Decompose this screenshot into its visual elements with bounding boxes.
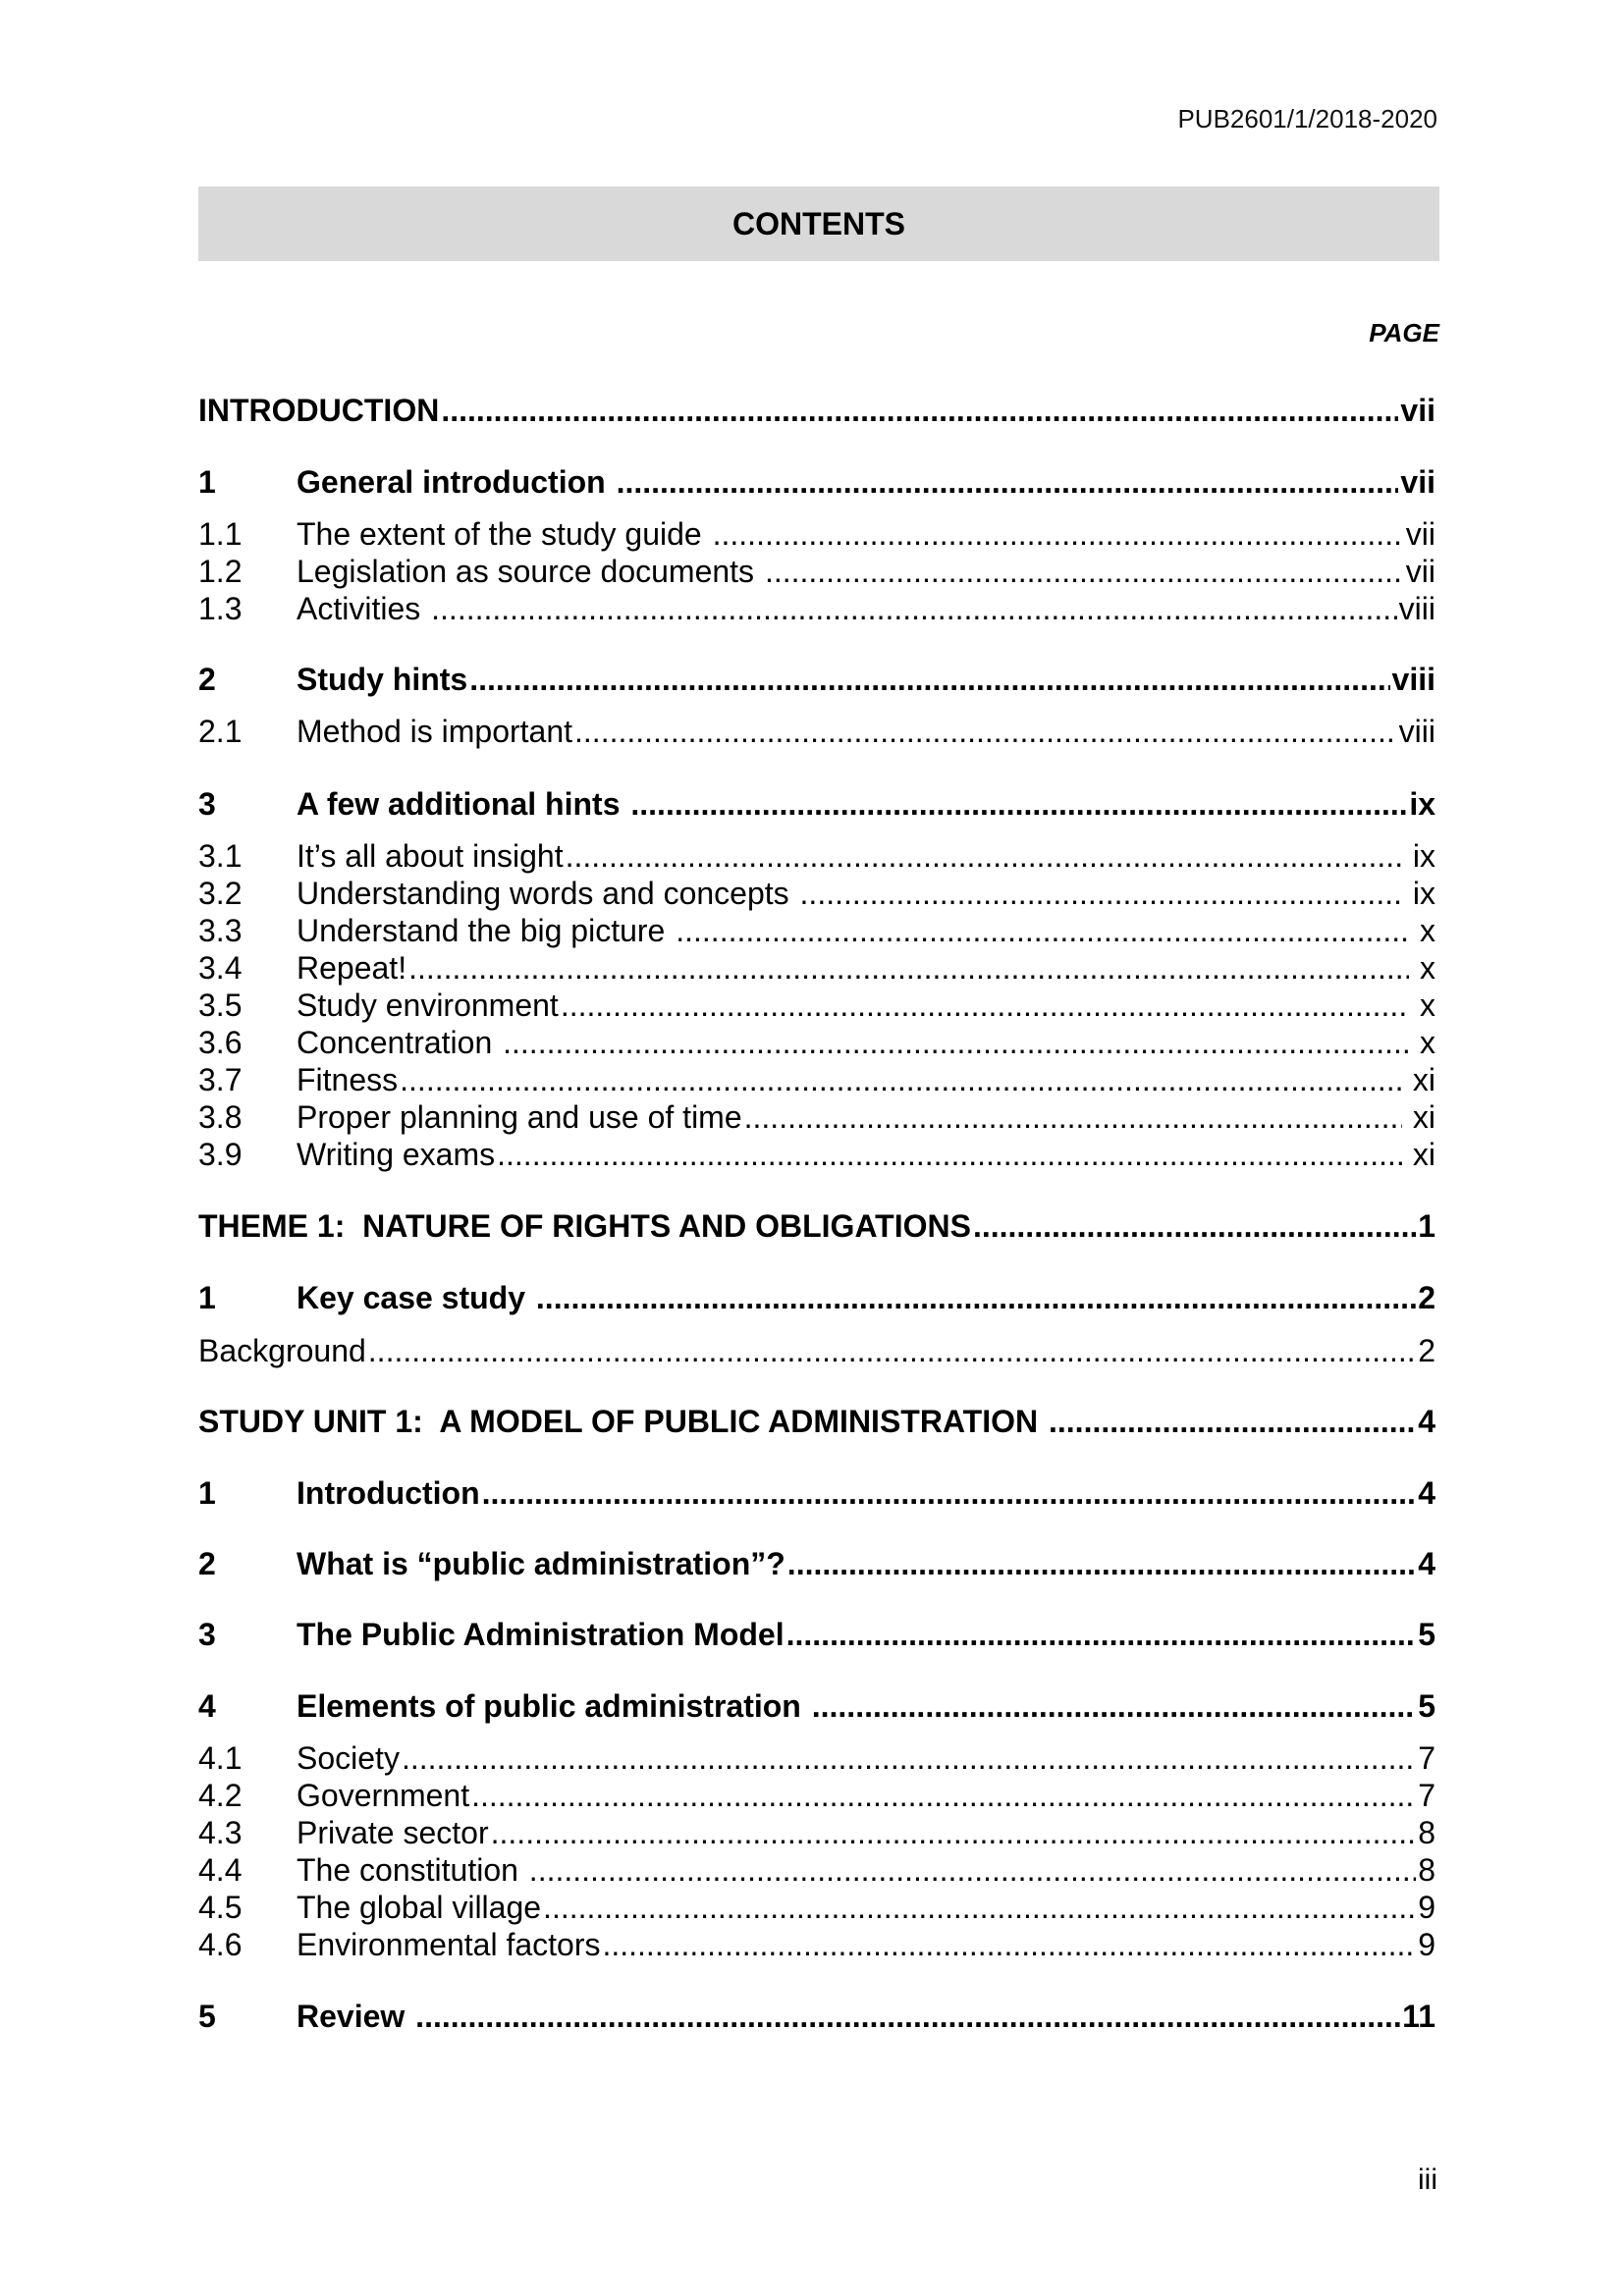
toc-entry-page: ix xyxy=(1404,838,1435,874)
page-column-label: PAGE xyxy=(1369,318,1439,347)
toc-entry-title: Fitness xyxy=(297,1062,399,1097)
toc-entry-number: 3.8 xyxy=(198,1099,243,1135)
toc-dot-leader xyxy=(491,1813,1417,1852)
toc-dot-leader xyxy=(786,1615,1417,1654)
toc-entry-page: 5 xyxy=(1418,1617,1435,1652)
toc-entry-number: 3.2 xyxy=(198,876,243,911)
toc-entry-title: It’s all about insight xyxy=(297,838,564,874)
contents-heading: CONTENTS xyxy=(198,187,1439,261)
toc-entry xyxy=(198,1776,1435,1815)
toc-dot-leader xyxy=(543,1888,1416,1927)
toc-entry-page: 8 xyxy=(1418,1815,1435,1850)
toc-entry-page: 8 xyxy=(1418,1852,1435,1888)
toc-entry-page: 7 xyxy=(1418,1778,1435,1813)
toc-entry-title: THEME 1: NATURE OF RIGHTS AND OBLIGATIONS xyxy=(198,1208,971,1244)
toc-entry xyxy=(198,514,1435,554)
toc-entry-page: 9 xyxy=(1418,1927,1435,1962)
toc-entry-number: 4.1 xyxy=(198,1740,243,1776)
toc-entry xyxy=(198,462,1435,502)
toc-entry-number: 3.9 xyxy=(198,1137,243,1172)
toc-entry-title: The extent of the study guide xyxy=(297,516,711,552)
toc-dot-leader xyxy=(561,986,1409,1025)
toc-dot-leader xyxy=(402,1738,1416,1778)
toc-dot-leader xyxy=(566,836,1402,876)
toc-entry-title: Concentration xyxy=(297,1025,502,1060)
toc-entry-page: 9 xyxy=(1418,1890,1435,1925)
toc-entry xyxy=(198,1925,1435,1964)
toc-entry-number: 3.7 xyxy=(198,1062,243,1097)
toc-entry xyxy=(198,1097,1435,1137)
toc-entry-title: The constitution xyxy=(297,1852,527,1888)
toc-entry-number: 1.2 xyxy=(198,554,243,589)
toc-entry-page: 7 xyxy=(1418,1740,1435,1776)
toc-entry xyxy=(198,1850,1435,1890)
toc-entry-page: 11 xyxy=(1402,1999,1435,2034)
toc-entry-title: Environmental factors xyxy=(297,1927,601,1962)
toc-entry-page: vii xyxy=(1405,516,1435,552)
toc-entry-number: 4.6 xyxy=(198,1927,243,1962)
toc-entry-title: General introduction xyxy=(297,464,615,500)
toc-dot-leader xyxy=(415,1997,1400,2036)
toc-entry xyxy=(198,1738,1435,1778)
toc-entry xyxy=(198,1060,1435,1099)
toc-entry-page: 2 xyxy=(1418,1280,1435,1315)
toc-dot-leader xyxy=(812,1686,1416,1726)
toc-entry-page: viii xyxy=(1398,714,1435,749)
toc-entry-page: viii xyxy=(1398,591,1435,626)
toc-entry xyxy=(198,784,1435,824)
toc-entry xyxy=(198,1997,1435,2036)
toc-entry-number: 1 xyxy=(198,1475,216,1511)
toc-dot-leader xyxy=(1049,1402,1416,1441)
toc-entry xyxy=(198,1473,1435,1513)
toc-entry-title: Understanding words and concepts xyxy=(297,876,798,911)
toc-entry-title: The Public Administration Model xyxy=(297,1617,785,1652)
toc-dot-leader xyxy=(408,948,1409,988)
toc-entry-page: xi xyxy=(1404,1137,1435,1172)
toc-entry-number: 2 xyxy=(198,1546,216,1581)
toc-entry-number: 3 xyxy=(198,1617,216,1652)
toc-entry-title: Background xyxy=(198,1333,366,1368)
toc-entry xyxy=(198,1023,1435,1062)
toc-entry-number: 4.4 xyxy=(198,1852,243,1888)
toc-entry-page: vii xyxy=(1400,464,1435,500)
toc-entry-number: 3.6 xyxy=(198,1025,243,1060)
toc-dot-leader xyxy=(787,1544,1416,1583)
toc-entry-number: 1 xyxy=(198,1280,216,1315)
toc-entry xyxy=(198,948,1435,988)
toc-entry-page: 4 xyxy=(1418,1475,1435,1511)
toc-entry-title: Method is important xyxy=(297,714,573,749)
toc-dot-leader xyxy=(765,552,1404,591)
toc-entry xyxy=(198,660,1435,699)
toc-dot-leader xyxy=(503,1023,1409,1062)
toc-entry-title: Elements of public administration xyxy=(297,1688,810,1724)
toc-entry-title: Writing exams xyxy=(297,1137,496,1172)
toc-entry-title: Key case study xyxy=(297,1280,534,1315)
toc-dot-leader xyxy=(617,462,1399,502)
toc-dot-leader xyxy=(471,1776,1416,1815)
toc-entry xyxy=(198,1888,1435,1927)
footer-page-number: iii xyxy=(1418,2163,1437,2196)
toc-entry-page: x xyxy=(1411,913,1435,948)
toc-entry-page: xi xyxy=(1404,1099,1435,1135)
toc-entry-page: x xyxy=(1411,988,1435,1023)
toc-dot-leader xyxy=(630,784,1407,824)
toc-dot-leader xyxy=(441,391,1398,430)
toc-entry-number: 4 xyxy=(198,1688,216,1724)
toc-entry-number: 4.2 xyxy=(198,1778,243,1813)
toc-entry-title: Proper planning and use of time xyxy=(297,1099,742,1135)
toc-entry-number: 2 xyxy=(198,662,216,697)
toc-dot-leader xyxy=(676,911,1409,950)
toc-entry-number: 2.1 xyxy=(198,714,243,749)
toc-entry xyxy=(198,1544,1435,1583)
toc-entry xyxy=(198,836,1435,876)
toc-entry-number: 3.1 xyxy=(198,838,243,874)
toc-entry-title: Repeat! xyxy=(297,950,407,986)
toc-entry-title: INTRODUCTION xyxy=(198,393,440,428)
toc-entry-title: The global village xyxy=(297,1890,542,1925)
toc-entry-page: x xyxy=(1411,950,1435,986)
toc-entry xyxy=(198,712,1435,751)
toc-entry-page: viii xyxy=(1391,662,1435,697)
toc-entry-page: 4 xyxy=(1418,1546,1435,1581)
toc-entry-number: 3.3 xyxy=(198,913,243,948)
toc-entry-title: What is “public administration”? xyxy=(297,1546,785,1581)
toc-entry-page: 4 xyxy=(1418,1404,1435,1439)
toc-entry xyxy=(198,391,1435,430)
toc-dot-leader xyxy=(602,1925,1416,1964)
toc-entry xyxy=(198,874,1435,913)
toc-entry xyxy=(198,986,1435,1025)
toc-entry-page: ix xyxy=(1409,786,1435,822)
toc-entry xyxy=(198,552,1435,591)
toc-entry xyxy=(198,1278,1435,1317)
toc-entry xyxy=(198,1813,1435,1852)
toc-dot-leader xyxy=(400,1060,1402,1099)
toc-dot-leader xyxy=(529,1850,1416,1890)
document-code: PUB2601/1/2018-2020 xyxy=(1177,104,1437,133)
toc-entry-page: 2 xyxy=(1418,1333,1435,1368)
toc-entry-title: Legislation as source documents xyxy=(297,554,763,589)
toc-entry-number: 3.5 xyxy=(198,988,243,1023)
toc-entry-page: x xyxy=(1411,1025,1435,1060)
toc-entry-number: 3.4 xyxy=(198,950,243,986)
toc-dot-leader xyxy=(744,1097,1402,1137)
toc-entry-number: 4.3 xyxy=(198,1815,243,1850)
toc-entry xyxy=(198,911,1435,950)
toc-entry-number: 1 xyxy=(198,464,216,500)
toc-dot-leader xyxy=(497,1135,1402,1174)
toc-entry-page: 5 xyxy=(1418,1688,1435,1724)
toc-entry xyxy=(198,589,1435,628)
toc-entry-title: Study hints xyxy=(297,662,468,697)
toc-dot-leader xyxy=(536,1278,1416,1317)
toc-entry-title: Government xyxy=(297,1778,470,1813)
toc-entry-number: 1.3 xyxy=(198,591,243,626)
toc-entry-title: Activities xyxy=(297,591,430,626)
toc-entry-page: ix xyxy=(1404,876,1435,911)
toc-dot-leader xyxy=(431,589,1397,628)
toc-entry-title: Society xyxy=(297,1740,400,1776)
toc-entry-page: xi xyxy=(1404,1062,1435,1097)
toc-dot-leader xyxy=(482,1473,1417,1513)
toc-entry xyxy=(198,1615,1435,1654)
toc-entry-number: 5 xyxy=(198,1999,216,2034)
toc-dot-leader xyxy=(469,660,1389,699)
toc-entry-page: 1 xyxy=(1418,1208,1435,1244)
toc-entry-title: Review xyxy=(297,1999,414,2034)
toc-dot-leader xyxy=(800,874,1402,913)
toc-entry xyxy=(198,1402,1435,1441)
toc-dot-leader xyxy=(574,712,1397,751)
toc-dot-leader xyxy=(368,1331,1416,1370)
toc-entry-number: 4.5 xyxy=(198,1890,243,1925)
toc-dot-leader xyxy=(713,514,1404,554)
toc-entry-title: STUDY UNIT 1: A MODEL OF PUBLIC ADMINISTRATION xyxy=(198,1404,1047,1439)
toc-dot-leader xyxy=(973,1206,1416,1246)
toc-entry-page: vii xyxy=(1405,554,1435,589)
toc-entry xyxy=(198,1686,1435,1726)
toc-entry-title: Private sector xyxy=(297,1815,489,1850)
toc-entry-title: A few additional hints xyxy=(297,786,629,822)
toc-entry-page: vii xyxy=(1400,393,1435,428)
toc-entry-title: Understand the big picture xyxy=(297,913,675,948)
toc-entry xyxy=(198,1206,1435,1246)
toc-entry-number: 3 xyxy=(198,786,216,822)
toc-entry xyxy=(198,1331,1435,1370)
toc-entry-number: 1.1 xyxy=(198,516,243,552)
toc-entry-title: Study environment xyxy=(297,988,559,1023)
toc-entry xyxy=(198,1135,1435,1174)
toc-entry-title: Introduction xyxy=(297,1475,480,1511)
